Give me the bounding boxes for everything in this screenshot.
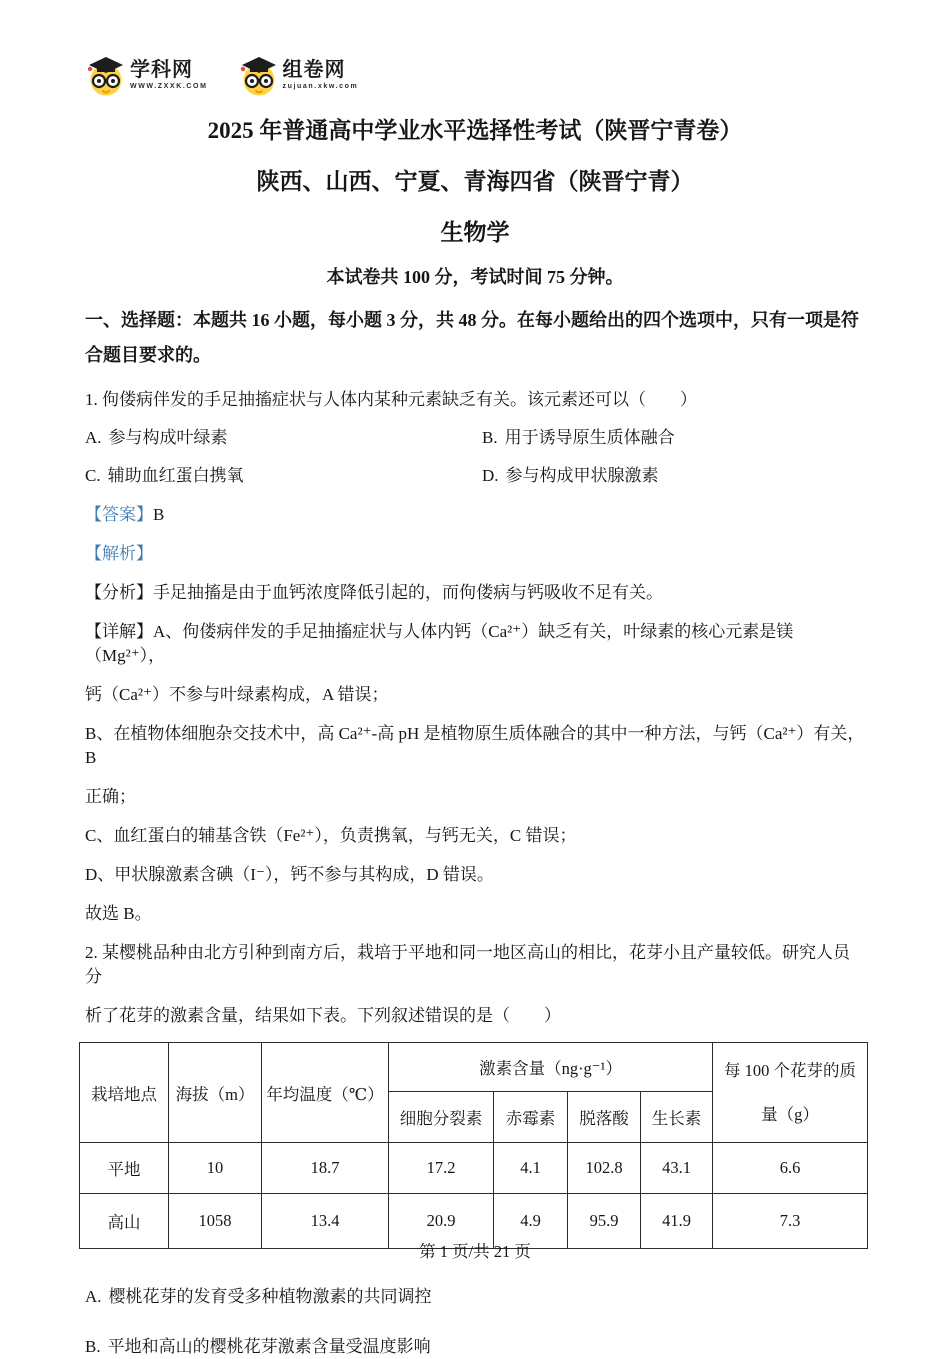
cell: 7.3 xyxy=(713,1194,868,1249)
q1-answer-line xyxy=(85,503,865,527)
logo-name: 学科网 xyxy=(130,59,193,81)
cell: 4.1 xyxy=(494,1143,568,1194)
cell: 95.9 xyxy=(568,1194,641,1249)
owl-icon xyxy=(85,53,125,97)
cell: 20.9 xyxy=(389,1194,494,1249)
cell: 6.6 xyxy=(713,1143,868,1194)
q1-analysis: 【分析】手足抽搐是由于血钙浓度降低引起的，而佝偻病与钙吸收不足有关。 xyxy=(85,583,663,602)
cell: 43.1 xyxy=(641,1143,713,1194)
th-altitude: 海拔（m） xyxy=(169,1043,262,1143)
th-place: 栽培地点 xyxy=(80,1043,169,1143)
q1-detail-line: 钙（Ca²⁺）不参与叶绿素构成，A 错误； xyxy=(85,685,389,704)
q2-option-b xyxy=(85,1335,865,1359)
owl-icon xyxy=(238,53,278,97)
cell: 1058 xyxy=(169,1194,262,1249)
option-label: D. xyxy=(482,466,499,485)
q1-stem: 1. 佝偻病伴发的手足抽搐症状与人体内某种元素缺乏有关。该元素还可以（ ） xyxy=(85,390,697,409)
q2-option-a xyxy=(85,1285,865,1309)
answer-value: B xyxy=(153,505,165,524)
xkw-logo xyxy=(85,53,208,97)
th-aba: 脱落酸 xyxy=(568,1092,641,1143)
option-text: 用于诱导原生质体融合 xyxy=(504,428,675,447)
th-hormone-group: 激素含量（ng·g⁻¹） xyxy=(389,1043,713,1092)
option-text: 樱桃花芽的发育受多种植物激素的共同调控 xyxy=(108,1287,432,1306)
option-text: 平地和高山的樱桃花芽激素含量受温度影响 xyxy=(107,1337,431,1356)
page-footer: 第 1 页/共 21 页 xyxy=(419,1242,531,1261)
cell: 高山 xyxy=(80,1194,169,1249)
logo-url: WWW.ZXXK.COM xyxy=(130,83,208,90)
option-label: C. xyxy=(85,466,101,485)
exam-title: 2025 年普通高中学业水平选择性考试（陕晋宁青卷） xyxy=(207,118,743,143)
option-label: A. xyxy=(85,428,102,447)
section-heading: 一、选择题：本题共 16 小题，每小题 3 分，共 48 分。在每小题给出的四个选项中，只有一项是符合题目要求的。 xyxy=(85,310,859,365)
cell: 41.9 xyxy=(641,1194,713,1249)
jiexi-label: 【解析】 xyxy=(85,544,153,563)
cell: 13.4 xyxy=(262,1194,389,1249)
exam-info: 本试卷共 100 分，考试时间 75 分钟。 xyxy=(326,267,624,287)
q2-stem-line-2: 析了花芽的激素含量，结果如下表。下列叙述错误的是（ ） xyxy=(85,1006,561,1025)
q1-detail-line: B、在植物体细胞杂交技术中，高 Ca²⁺-高 pH 是植物原生质体融合的其中一种方法，与钙（Ca²⁺）有关，B xyxy=(85,724,865,767)
zujuan-logo xyxy=(238,53,359,97)
logo-bar xyxy=(85,50,865,100)
logo-url: zujuan.xkw.com xyxy=(282,83,359,90)
q1-option-d xyxy=(482,464,865,488)
th-gibberellin: 赤霉素 xyxy=(494,1092,568,1143)
q1-option-a xyxy=(85,426,482,450)
option-text: 参与构成甲状腺激素 xyxy=(505,466,659,485)
option-label: A. xyxy=(85,1287,102,1306)
cell: 17.2 xyxy=(389,1143,494,1194)
q1-detail-line: D、甲状腺激素含碘（I⁻），钙不参与其构成，D 错误。 xyxy=(85,865,494,884)
hormone-table xyxy=(79,1042,868,1249)
q2-stem-line-1: 2. 某樱桃品种由北方引种到南方后，栽培于平地和同一地区高山的相比，花芽小且产量较低。研究人员分 xyxy=(85,943,850,986)
cell: 18.7 xyxy=(262,1143,389,1194)
q1-detail-line: 正确； xyxy=(85,787,136,806)
cell: 4.9 xyxy=(494,1194,568,1249)
th-temperature: 年均温度（℃） xyxy=(262,1043,389,1143)
option-text: 参与构成叶绿素 xyxy=(108,428,228,447)
q1-detail-line: 【详解】A、佝偻病伴发的手足抽搐症状与人体内钙（Ca²⁺）缺乏有关，叶绿素的核心元素是镁（Mg²⁺）， xyxy=(85,622,794,665)
q1-option-b xyxy=(482,426,865,450)
option-text: 辅助血红蛋白携氧 xyxy=(107,466,244,485)
cell: 102.8 xyxy=(568,1143,641,1194)
th-cytokinin: 细胞分裂素 xyxy=(389,1092,494,1143)
table-row-pingdi xyxy=(80,1143,868,1194)
answer-label: 【答案】 xyxy=(85,505,153,524)
option-label: B. xyxy=(85,1337,101,1356)
q1-detail-line: C、血红蛋白的辅基含铁（Fe²⁺），负责携氧，与钙无关，C 错误； xyxy=(85,826,577,845)
exam-region-subtitle: 陕西、山西、宁夏、青海四省（陕晋宁青） xyxy=(256,169,694,194)
cell: 平地 xyxy=(80,1143,169,1194)
cell: 10 xyxy=(169,1143,262,1194)
q1-options xyxy=(85,426,865,488)
option-label: B. xyxy=(482,428,498,447)
q1-option-c xyxy=(85,464,482,488)
logo-name: 组卷网 xyxy=(282,59,346,81)
q1-conclusion: 故选 B。 xyxy=(85,904,152,923)
th-auxin: 生长素 xyxy=(641,1092,713,1143)
th-mass: 每 100 个花芽的质量（g） xyxy=(713,1043,868,1143)
subject-title: 生物学 xyxy=(440,220,510,245)
